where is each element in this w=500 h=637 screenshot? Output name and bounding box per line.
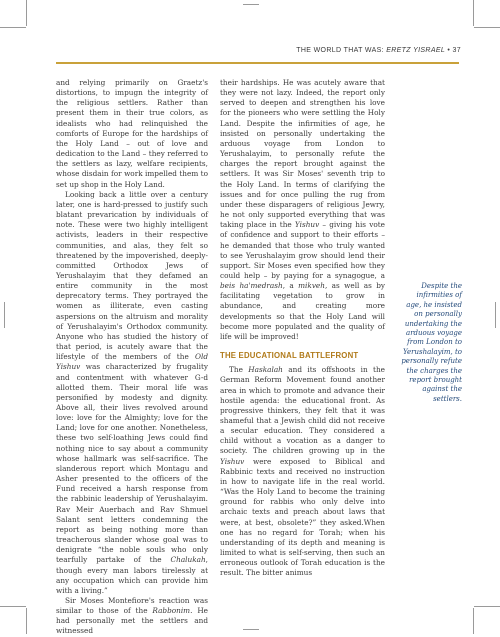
crop-mark [474,27,500,28]
crop-mark [26,0,27,26]
paragraph: The Haskalah and its offshoots in the German Reform Movement found another area in which to promote and advance their hostile agenda: the educational front. As progressive thinkers, they felt that it was shameful that a Jewish child did not receive a secular education. They considered a child without a vocation as a danger to society. The children growing up in the Yishuv were exposed to Biblical and Rabbinic texts and received no instruction in how to navigate life in the real world. “Was the Holy Land to become the training ground for rabbis who only delve into archaic texts and preach about laws that were, at best, obsolete?” they asked.When one has no regard for Torah; when his understanding of its depth and meaning is limited to what is self-serving, then such an erroneous outlook of Torah education is the result. The bitter animus [220,365,385,578]
crop-mark [4,302,5,328]
page-number: 37 [452,47,461,54]
paragraph: Sir Moses Montefiore's reaction was similar to those of the Rabbonim. He had personally met the settlers and witnessed [56,595,208,636]
paragraph: and relying primarily on Graetz's distortions, to impugn the integrity of the religious settlers. Rather than present them in their true colors, as idealists who had relinquished the comforts of Europe for the hardships of the Holy Land – out of love and dedication to the Land – they referred to the settlers as lazy, welfare recipients, whose disdain for work impelled them to set up shop in the Holy Land. [56,78,208,189]
header-rule [56,62,459,64]
paragraph: their hardships. He was acutely aware that they were not lazy. Indeed, the report only served to deepen and strengthen his love for the pioneers who were settling the Holy Land. Despite the infirmities of age, he insisted on personally undertaking the arduous voyage from London to Yerushalayim, to personally refute the charges the report brought against the settlers. It was Sir Moses' seventh trip to the Holy Land. In terms of clarifying the issues and for once pulling the rug from under these disparagers of religious Jewry, he not only supported everything that was taking place in the Yishuv – giving his vote of confidence and support to their efforts – he demanded that those who truly wanted to see Yerushalayim grow should lend their support. Sir Moses even specified how they could help – by paying for a synagogue, a beis ha'medrash, a mikveh, as well as by facilitating vegetation to grow in abundance, and creating more developments so that the Holy Land will become more populated and the quality of life will be improved! [220,78,386,341]
crop-mark [0,27,26,28]
text-column-left [56,78,208,637]
crop-mark [26,608,27,634]
crop-mark [243,4,259,5]
crop-mark [473,0,474,26]
crop-mark [495,302,496,328]
crop-mark [474,606,500,607]
paragraph: Looking back a little over a century later, one is hard-pressed to justify such blatant prevarication by individuals of note. These were two highly intelligent activists, leaders in their respective communities, and alas, they felt so threatened by the impoverished, deeply-committed Orthodox Jews of Yerushalayim that they defamed an entire community in the most deprecatory terms. They portrayed the women as illiterate, even casting aspersions on the altruism and morality of Yerushalayim's Orthodox community. Anyone who has studied the history of that period, is acutely aware that the lifestyle of the members of the Old Yishuv was characterized by frugality and contentment with whatever G-d allotted them. Their moral life was personified by modesty and dignity. Above all, their lives revolved around love: love for the Almighty; love for the Land; love for one another. Nonetheless, these two self-loathing Jews could find nothing nice to say about a community whose hallmark was self-sacrifice. The slanderous report which Montagu and Asher presented to the officers of the Fund received a harsh response from the rabbinic leadership of Yerushalayim. Rav Meir Auerbach and Rav Shmuel Salant sent letters condemning the report as being nothing more than treacherous slander whose goal was to denigrate “the noble souls who only tearfully partake of the Chalukah, though every man labors tirelessly at any occupation which can provide him with a living.” [56,189,208,595]
section-heading: THE EDUCATIONAL BATTLEFRONT [220,351,359,361]
pull-quote: Despite the infirmities of age, he insisted on personally undertaking the arduous voyage from London to Yerushalayim, to personally refute the charges the report brought against the settlers. [401,282,462,403]
running-head-title: THE WORLD THAT WAS: [296,47,387,54]
crop-mark [473,608,474,634]
crop-mark [0,606,26,607]
running-head: THE WORLD THAT WAS: ERETZ YISRAEL • 37 [296,47,461,54]
running-head-title-italic: ERETZ YISRAEL [386,47,446,54]
text-column-right [220,78,385,579]
crop-mark [243,629,259,630]
